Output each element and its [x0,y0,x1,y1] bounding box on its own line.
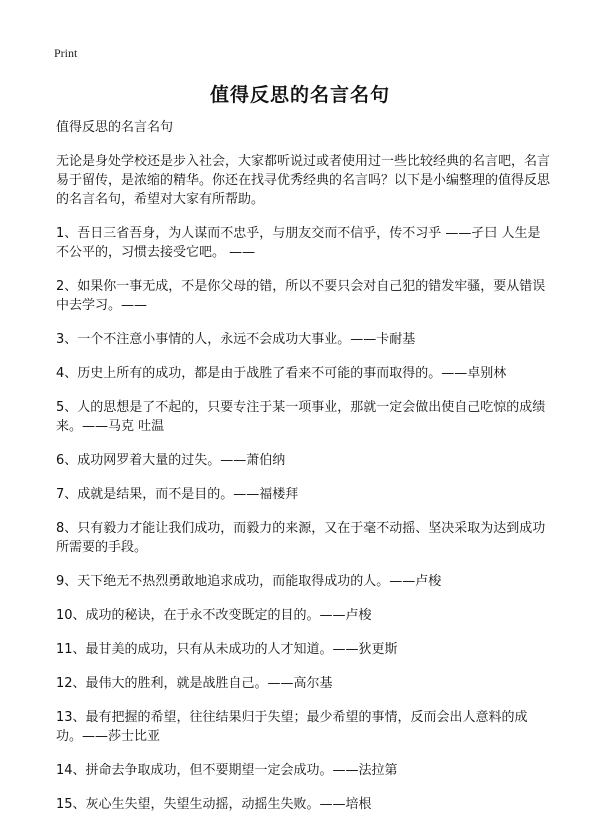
quote-item: 3、一个不注意小事情的人，永远不会成功大事业。——卡耐基 [56,332,416,347]
quote-item: 1、吾日三省吾身，为人谋而不忠乎，与朋友交而不信乎，传不习乎 ——孑曰 人生是不公平的，习惯去接受它吧。 —— [56,226,541,260]
quote-item: 4、历史上所有的成功，都是由于战胜了看来不可能的事而取得的。——卓别林 [56,366,507,381]
quote-item: 6、成功网罗着大量的过失。——萧伯纳 [56,453,286,468]
quote-item: 13、最有把握的希望，往往结果归于失望；最少希望的事情，反而会出人意料的成功。——莎士比亚 [56,710,528,744]
quote-item: 10、成功的秘诀，在于永不改变既定的目的。——卢梭 [56,608,372,623]
intro-paragraph: 无论是身处学校还是步入社会，大家都听说过或者使用过一些比较经典的名言吧，名言易于留传，是浓缩的精华。你还在找寻优秀经典的名言吗？以下是小编整理的值得反思的名言名句，希望对大家有所帮助。 [56,154,551,207]
quote-item: 2、如果你一事无成，不是你父母的错，所以不要只会对自己犯的错发牢骚，要从错误中去学习。—— [56,279,546,313]
document-subtitle: 值得反思的名言名句 [56,120,174,135]
quote-item: 8、只有毅力才能让我们成功，而毅力的来源，又在于毫不动摇、坚决采取为达到成功所需要的手段。 [56,521,546,555]
quote-item: 15、灰心生失望，失望生动摇，动摇生失败。——培根 [56,797,372,812]
quote-item: 7、成就是结果，而不是目的。——福楼拜 [56,487,299,502]
print-label: Print [54,46,78,60]
quote-item: 5、人的思想是了不起的，只要专注于某一项事业，那就一定会做出使自己吃惊的成绩来。——马克 吐温 [56,400,546,434]
page-title: 值得反思的名言名句 [209,84,390,106]
quote-item: 9、天下绝无不热烈勇敢地追求成功，而能取得成功的人。——卢梭 [56,574,442,589]
quote-item: 11、最甘美的成功，只有从未成功的人才知道。——狄更斯 [56,642,398,657]
document-body [56,118,553,829]
quote-item: 12、最伟大的胜利，就是战胜自己。——高尔基 [56,676,333,691]
quote-item: 14、拼命去争取成功，但不要期望一定会成功。——法拉第 [56,763,398,778]
